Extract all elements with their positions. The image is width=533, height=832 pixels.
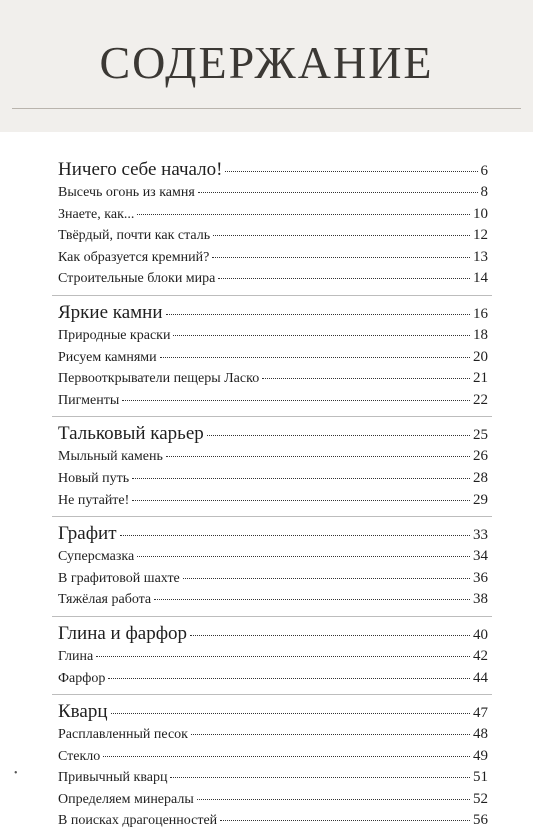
dot-leader	[132, 500, 470, 501]
toc-entry-page: 26	[473, 448, 488, 465]
toc-entry-title: В графитовой шахте	[58, 570, 180, 586]
toc-entry-page: 29	[473, 491, 488, 508]
toc-entry-title: Знаете, как...	[58, 206, 135, 222]
dot-leader	[154, 599, 470, 600]
dot-leader	[191, 734, 470, 735]
dot-leader	[213, 235, 470, 236]
dot-leader	[262, 378, 470, 379]
toc-entry-page: 14	[473, 270, 488, 287]
dot-leader	[170, 777, 470, 778]
page-title: СОДЕРЖАНИЕ	[99, 37, 434, 88]
toc-chapter-title: Графит	[58, 523, 117, 545]
toc-entry-page: 49	[473, 747, 488, 764]
dot-leader	[218, 278, 470, 279]
dot-leader	[198, 192, 478, 193]
toc-entry	[58, 268, 488, 290]
page-mark: •	[14, 768, 18, 779]
toc-entry	[58, 646, 488, 668]
toc-chapter-page: 33	[473, 527, 488, 544]
toc-chapter-title: Тальковый карьер	[58, 423, 204, 445]
dot-leader	[207, 435, 470, 436]
toc-entry	[58, 746, 488, 768]
toc-entry-title: Строительные блоки мира	[58, 271, 216, 287]
toc-chapter	[58, 621, 488, 646]
toc-entry-page: 28	[473, 469, 488, 486]
toc-entry-title: В поисках драгоценностей	[58, 813, 218, 829]
toc-section	[58, 699, 488, 832]
toc-entry-page: 52	[473, 790, 488, 807]
toc-entry	[58, 390, 488, 412]
toc-entry-title: Определяем минералы	[58, 791, 194, 807]
toc-section	[58, 621, 488, 689]
toc-chapter-title: Яркие камни	[58, 301, 163, 323]
toc-entry	[58, 589, 488, 611]
page-header	[0, 0, 533, 132]
toc-entry-page: 34	[473, 548, 488, 565]
toc-entry-title: Привычный кварц	[58, 770, 168, 786]
toc-entry-title: Твёрдый, почти как сталь	[58, 228, 211, 244]
toc-entry	[58, 325, 488, 347]
toc-entry-page: 44	[473, 669, 488, 686]
toc-entry	[58, 182, 488, 204]
toc-entry-page: 20	[473, 348, 488, 365]
toc-entry	[58, 810, 488, 832]
dot-leader	[166, 314, 471, 315]
toc-entry-title: Рисуем камнями	[58, 349, 157, 365]
dot-leader	[225, 171, 477, 172]
toc-chapter-page: 40	[473, 626, 488, 643]
toc-entry	[58, 490, 488, 512]
toc-chapter-title: Глина и фарфор	[58, 622, 188, 644]
dot-leader	[137, 214, 470, 215]
dot-leader	[96, 656, 470, 657]
toc-entry-title: Природные краски	[58, 327, 171, 343]
header-divider	[12, 108, 521, 109]
dot-leader	[137, 556, 470, 557]
toc-section	[58, 300, 488, 411]
dot-leader	[120, 535, 470, 536]
toc-entry-page: 12	[473, 227, 488, 244]
toc-entry-page: 38	[473, 591, 488, 608]
dot-leader	[173, 335, 470, 336]
toc-chapter-page: 25	[473, 427, 488, 444]
toc-entry-page: 22	[473, 391, 488, 408]
toc-chapter	[58, 157, 488, 182]
dot-leader	[183, 578, 470, 579]
toc-entry-title: Не путайте!	[58, 492, 130, 508]
toc-entry-title: Глина	[58, 648, 94, 664]
toc-entry	[58, 568, 488, 590]
toc-entry-title: Фарфор	[58, 670, 106, 686]
toc-entry-title: Первооткрыватели пещеры Ласко	[58, 371, 260, 387]
toc-entry-title: Как образуется кремний?	[58, 249, 210, 265]
toc-entry-title: Высечь огонь из камня	[58, 185, 195, 200]
dot-leader	[190, 635, 470, 636]
toc-entry-page: 13	[473, 248, 488, 265]
toc-entry-title: Пигменты	[58, 392, 120, 408]
toc-entry	[58, 767, 488, 789]
toc-entry	[58, 204, 488, 226]
toc-chapter	[58, 699, 488, 724]
dot-leader	[122, 400, 470, 401]
toc-entry-page: 21	[473, 370, 488, 387]
dot-leader	[166, 456, 470, 457]
toc-entry	[58, 468, 488, 490]
toc-chapter-page: 47	[473, 705, 488, 722]
toc-chapter-title: Ничего себе начало!	[58, 159, 223, 180]
toc-entry	[58, 225, 488, 247]
toc-entry-page: 8	[480, 184, 488, 200]
table-of-contents	[58, 157, 488, 832]
toc-entry-title: Тяжёлая работа	[58, 592, 152, 608]
toc-entry-page: 56	[473, 812, 488, 829]
toc-entry-page: 48	[473, 726, 488, 743]
toc-entry	[58, 368, 488, 390]
toc-entry-title: Расплавленный песок	[58, 727, 188, 743]
dot-leader	[132, 478, 470, 479]
dot-leader	[220, 820, 470, 821]
dot-leader	[160, 357, 470, 358]
toc-entry-title: Новый путь	[58, 470, 130, 486]
dot-leader	[111, 713, 471, 714]
toc-entry	[58, 446, 488, 468]
dot-leader	[108, 678, 470, 679]
toc-entry	[58, 347, 488, 369]
toc-entry	[58, 668, 488, 690]
toc-entry-page: 51	[473, 769, 488, 786]
toc-chapter	[58, 421, 488, 446]
toc-entry-page: 36	[473, 569, 488, 586]
toc-entry-title: Мыльный камень	[58, 449, 163, 465]
dot-leader	[103, 756, 470, 757]
toc-entry-title: Суперсмазка	[58, 549, 135, 565]
toc-entry-title: Стекло	[58, 748, 101, 764]
toc-chapter-title: Кварц	[58, 701, 108, 723]
toc-section	[58, 521, 488, 611]
toc-entry-page: 18	[473, 326, 488, 343]
toc-section	[58, 157, 488, 290]
toc-chapter	[58, 521, 488, 546]
toc-chapter-page: 6	[480, 163, 488, 179]
toc-section	[58, 421, 488, 511]
toc-entry-page: 42	[473, 647, 488, 664]
toc-entry	[58, 247, 488, 269]
dot-leader	[212, 257, 470, 258]
toc-chapter-page: 16	[473, 305, 488, 322]
toc-chapter	[58, 300, 488, 325]
toc-entry-page: 10	[473, 205, 488, 222]
toc-entry	[58, 724, 488, 746]
toc-entry	[58, 546, 488, 568]
